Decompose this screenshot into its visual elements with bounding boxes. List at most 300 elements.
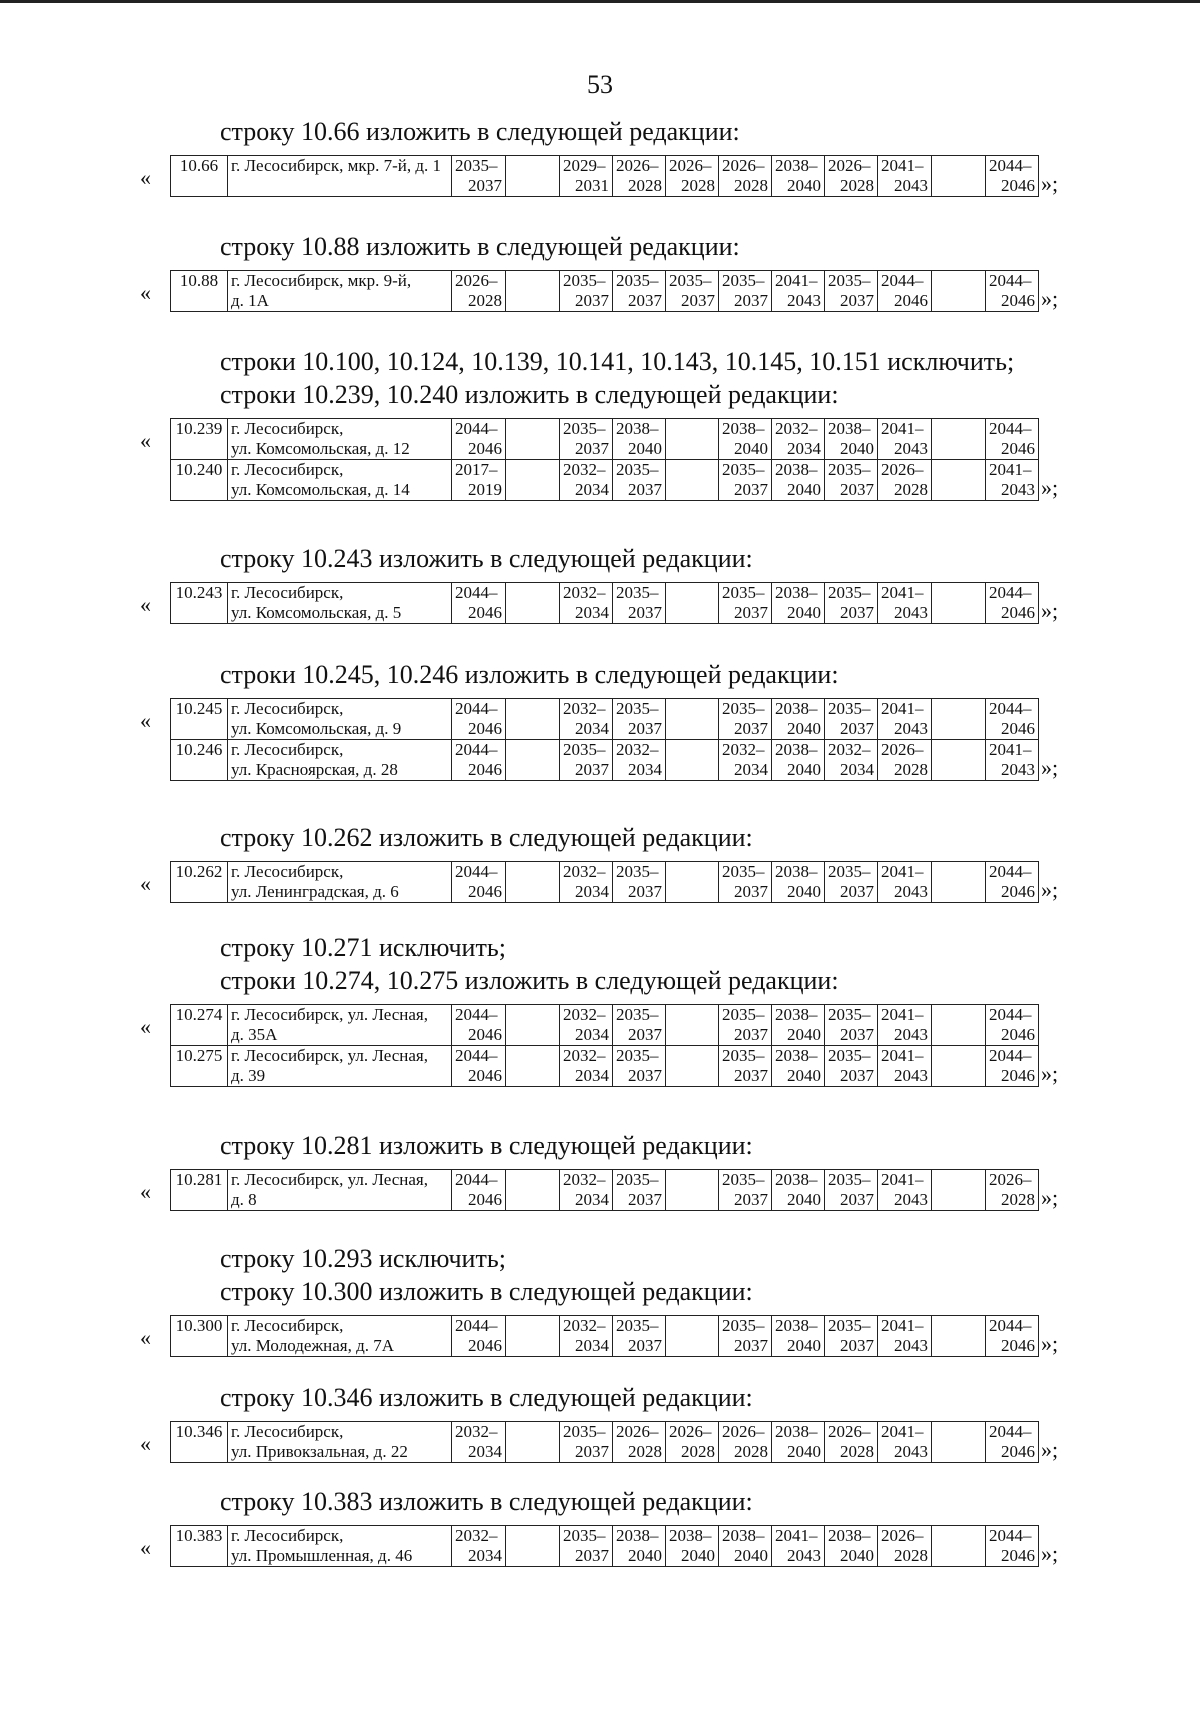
address-line: д. 35А — [231, 1025, 278, 1044]
year-range-cell — [719, 1422, 772, 1463]
year-start: 2032– — [563, 460, 606, 479]
address-cell — [228, 740, 452, 781]
data-table — [170, 582, 1039, 624]
year-start — [509, 460, 556, 480]
instruction-line: строку 10.293 исключить; — [220, 1244, 506, 1273]
table-row — [171, 740, 1039, 781]
year-end: 2037 — [734, 719, 768, 738]
year-end: 2040 — [787, 882, 821, 901]
year-range-cell — [932, 862, 986, 903]
open-quote: « — [140, 1325, 151, 1350]
year-range-cell — [932, 1422, 986, 1463]
row-number: 10.262 — [171, 862, 228, 903]
amendment-section — [0, 230, 1200, 311]
year-start: 2044– — [881, 271, 924, 290]
year-end — [935, 1546, 982, 1566]
year-range-cell — [932, 460, 986, 501]
year-range-cell — [506, 862, 560, 903]
year-end: 2037 — [575, 760, 609, 779]
year-range-cell — [825, 1316, 878, 1357]
year-range-cell — [825, 271, 878, 312]
open-quote: « — [140, 1179, 151, 1204]
year-range-cell — [986, 1316, 1039, 1357]
year-end: 2046 — [1001, 1066, 1035, 1085]
year-range-cell — [878, 699, 932, 740]
table-row — [171, 271, 1039, 312]
year-start: 2035– — [722, 699, 765, 718]
year-start: 2041– — [989, 460, 1032, 479]
year-end: 2040 — [787, 760, 821, 779]
year-range-cell — [613, 1316, 666, 1357]
instruction-line: строку 10.262 изложить в следующей редакции: — [220, 823, 753, 852]
year-range-cell — [613, 583, 666, 624]
table-wrapper — [170, 1525, 1058, 1567]
year-end — [509, 480, 556, 500]
year-end: 2034 — [468, 1442, 502, 1461]
open-quote: « — [140, 280, 151, 305]
year-range-cell — [613, 1170, 666, 1211]
year-end — [935, 1066, 982, 1086]
year-start: 2032– — [563, 583, 606, 602]
year-range-cell — [560, 1422, 613, 1463]
year-end — [509, 1025, 556, 1045]
year-range-cell — [506, 156, 560, 197]
year-start: 2026– — [722, 156, 765, 175]
year-end: 2046 — [1001, 439, 1035, 458]
close-quote: »; — [1041, 598, 1059, 623]
year-range-cell — [878, 1316, 932, 1357]
data-table — [170, 1315, 1039, 1357]
year-end: 2028 — [894, 1546, 928, 1565]
close-quote: »; — [1041, 286, 1059, 311]
year-end — [509, 760, 556, 780]
year-end — [509, 291, 556, 311]
address-line: г. Лесосибирск, — [231, 699, 344, 718]
year-end: 2040 — [787, 1190, 821, 1209]
year-end: 2043 — [1001, 480, 1035, 499]
year-end: 2034 — [575, 1025, 609, 1044]
data-table — [170, 1004, 1039, 1087]
year-range-cell — [878, 1526, 932, 1567]
year-range-cell — [932, 156, 986, 197]
year-range-cell — [986, 583, 1039, 624]
amendment-section — [0, 931, 1200, 1086]
address-cell — [228, 1005, 452, 1046]
row-number: 10.346 — [171, 1422, 228, 1463]
year-range-cell — [719, 419, 772, 460]
year-end: 2046 — [468, 719, 502, 738]
year-end: 2043 — [894, 1442, 928, 1461]
year-start: 2041– — [775, 1526, 818, 1545]
year-end: 2034 — [628, 760, 662, 779]
year-start: 2038– — [775, 1046, 818, 1065]
year-range-cell — [772, 1005, 825, 1046]
year-start: 2032– — [455, 1422, 498, 1441]
instruction-line: строку 10.346 изложить в следующей редакции: — [220, 1383, 753, 1412]
row-number: 10.383 — [171, 1526, 228, 1567]
close-quote: »; — [1041, 171, 1059, 196]
address-cell — [228, 1526, 452, 1567]
table-row — [171, 1046, 1039, 1087]
year-range-cell — [932, 419, 986, 460]
year-start: 2026– — [828, 1422, 871, 1441]
year-range-cell — [666, 740, 719, 781]
address-cell — [228, 1170, 452, 1211]
year-end: 2046 — [1001, 1546, 1035, 1565]
year-range-cell — [772, 740, 825, 781]
year-start: 2044– — [455, 419, 498, 438]
year-start — [509, 1526, 556, 1546]
year-end — [669, 439, 715, 459]
year-start: 2038– — [775, 1170, 818, 1189]
year-start: 2026– — [828, 156, 871, 175]
year-start: 2026– — [722, 1422, 765, 1441]
year-range-cell — [613, 699, 666, 740]
year-range-cell — [878, 1046, 932, 1087]
table-wrapper — [170, 1315, 1058, 1357]
year-end: 2034 — [468, 1546, 502, 1565]
year-end: 2019 — [468, 480, 502, 499]
year-end: 2043 — [894, 1190, 928, 1209]
year-start: 2035– — [828, 271, 871, 290]
year-start: 2038– — [616, 1526, 659, 1545]
year-start: 2035– — [722, 271, 765, 290]
year-range-cell — [932, 1046, 986, 1087]
year-range-cell — [825, 740, 878, 781]
year-range-cell — [666, 271, 719, 312]
year-end — [935, 1442, 982, 1462]
year-end: 2028 — [840, 1442, 874, 1461]
year-end: 2040 — [734, 439, 768, 458]
year-start: 2038– — [828, 1526, 871, 1545]
year-range-cell — [613, 1046, 666, 1087]
instruction-line: строки 10.245, 10.246 изложить в следующей редакции: — [220, 660, 839, 689]
year-range-cell — [772, 1422, 825, 1463]
year-range-cell — [506, 1046, 560, 1087]
year-range-cell — [506, 1526, 560, 1567]
year-range-cell — [986, 1526, 1039, 1567]
address-cell — [228, 1422, 452, 1463]
year-start: 2032– — [563, 1046, 606, 1065]
year-start: 2035– — [722, 1170, 765, 1189]
address-line: ул. Ленинградская, д. 6 — [231, 882, 399, 901]
year-range-cell — [560, 419, 613, 460]
year-start: 2038– — [722, 419, 765, 438]
year-start — [669, 1170, 715, 1190]
instruction-line: строки 10.100, 10.124, 10.139, 10.141, 10.143, 10.145, 10.151 исключить; — [220, 347, 1015, 376]
year-range-cell — [825, 419, 878, 460]
year-range-cell — [825, 1005, 878, 1046]
table-wrapper — [170, 270, 1058, 312]
year-range-cell — [452, 699, 506, 740]
close-quote: »; — [1041, 877, 1059, 902]
year-range-cell — [986, 419, 1039, 460]
year-start: 2041– — [881, 1316, 924, 1335]
year-start: 2038– — [775, 1422, 818, 1441]
year-range-cell — [560, 1005, 613, 1046]
year-start: 2026– — [616, 1422, 659, 1441]
year-range-cell — [560, 740, 613, 781]
data-table — [170, 270, 1039, 312]
year-end: 2037 — [628, 480, 662, 499]
year-start — [935, 156, 982, 176]
table-wrapper — [170, 1421, 1058, 1463]
close-quote: »; — [1041, 1331, 1059, 1356]
year-start: 2038– — [775, 699, 818, 718]
year-end: 2037 — [734, 882, 768, 901]
page-number: 53 — [587, 70, 613, 99]
year-range-cell — [878, 862, 932, 903]
year-start: 2035– — [563, 419, 606, 438]
year-start: 2044– — [989, 271, 1032, 290]
table-row — [171, 699, 1039, 740]
year-range-cell — [666, 1046, 719, 1087]
year-end: 2037 — [840, 882, 874, 901]
year-start — [509, 862, 556, 882]
year-end: 2040 — [628, 1546, 662, 1565]
year-range-cell — [452, 1005, 506, 1046]
address-line: г. Лесосибирск, ул. Лесная, — [231, 1170, 428, 1189]
year-start: 2038– — [722, 1526, 765, 1545]
year-end: 2028 — [894, 760, 928, 779]
year-range-cell — [560, 271, 613, 312]
year-start — [935, 583, 982, 603]
year-range-cell — [825, 1526, 878, 1567]
year-end: 2037 — [840, 1025, 874, 1044]
year-range-cell — [560, 583, 613, 624]
year-range-cell — [719, 271, 772, 312]
year-end: 2037 — [734, 1066, 768, 1085]
year-range-cell — [719, 583, 772, 624]
year-range-cell — [986, 156, 1039, 197]
year-end: 2040 — [787, 480, 821, 499]
year-end: 2028 — [840, 176, 874, 195]
table-wrapper — [170, 1004, 1058, 1087]
year-start: 2035– — [563, 271, 606, 290]
close-quote: »; — [1041, 755, 1059, 780]
year-end — [669, 1066, 715, 1086]
year-range-cell — [986, 460, 1039, 501]
address-line: г. Лесосибирск, — [231, 583, 344, 602]
year-start: 2041– — [881, 156, 924, 175]
year-end: 2046 — [468, 1336, 502, 1355]
year-end — [509, 439, 556, 459]
year-start: 2026– — [881, 740, 924, 759]
table-row — [171, 1005, 1039, 1046]
year-start: 2029– — [563, 156, 606, 175]
year-end: 2037 — [628, 882, 662, 901]
year-end — [935, 1336, 982, 1356]
year-start: 2035– — [722, 1005, 765, 1024]
year-range-cell — [666, 699, 719, 740]
table-row — [171, 1526, 1039, 1567]
amendment-section — [0, 1381, 1200, 1462]
instruction-line: строку 10.66 изложить в следующей редакции: — [220, 117, 740, 146]
open-quote: « — [140, 708, 151, 733]
year-end — [509, 1066, 556, 1086]
year-start: 2044– — [989, 1316, 1032, 1335]
year-start: 2026– — [881, 1526, 924, 1545]
year-end: 2040 — [840, 439, 874, 458]
year-end: 2034 — [787, 439, 821, 458]
year-end: 2037 — [840, 291, 874, 310]
year-range-cell — [666, 583, 719, 624]
year-end: 2037 — [575, 1546, 609, 1565]
table-row — [171, 419, 1039, 460]
address-cell — [228, 583, 452, 624]
year-start — [935, 460, 982, 480]
year-start: 2035– — [563, 1422, 606, 1441]
year-start: 2044– — [989, 419, 1032, 438]
year-end: 2040 — [681, 1546, 715, 1565]
year-end: 2037 — [575, 291, 609, 310]
year-start: 2038– — [616, 419, 659, 438]
year-range-cell — [986, 271, 1039, 312]
year-start: 2035– — [828, 1170, 871, 1189]
year-start — [509, 1046, 556, 1066]
year-start — [935, 1422, 982, 1442]
year-start: 2041– — [775, 271, 818, 290]
row-number: 10.239 — [171, 419, 228, 460]
address-line: д. 8 — [231, 1190, 257, 1209]
year-range-cell — [666, 1422, 719, 1463]
address-cell — [228, 460, 452, 501]
year-range-cell — [932, 271, 986, 312]
year-end: 2028 — [628, 1442, 662, 1461]
year-start: 2035– — [722, 583, 765, 602]
year-start: 2044– — [989, 1526, 1032, 1545]
year-range-cell — [506, 1316, 560, 1357]
table-row — [171, 862, 1039, 903]
year-start: 2044– — [455, 862, 498, 881]
year-end: 2028 — [734, 1442, 768, 1461]
instruction-line: строку 10.243 изложить в следующей редакции: — [220, 544, 753, 573]
year-end — [669, 1190, 715, 1210]
year-range-cell — [666, 1005, 719, 1046]
row-number: 10.300 — [171, 1316, 228, 1357]
year-start: 2035– — [722, 862, 765, 881]
instruction-line: строку 10.300 изложить в следующей редакции: — [220, 1277, 753, 1306]
year-start — [669, 740, 715, 760]
year-range-cell — [719, 1316, 772, 1357]
year-start: 2038– — [669, 1526, 712, 1545]
year-end: 2046 — [1001, 1025, 1035, 1044]
year-start: 2035– — [616, 1170, 659, 1189]
year-end: 2034 — [575, 603, 609, 622]
year-start: 2035– — [563, 740, 606, 759]
year-range-cell — [932, 1170, 986, 1211]
year-start: 2035– — [455, 156, 498, 175]
year-range-cell — [772, 1526, 825, 1567]
year-end: 2040 — [787, 603, 821, 622]
year-range-cell — [878, 583, 932, 624]
top-border-line — [0, 0, 1200, 3]
year-range-cell — [986, 699, 1039, 740]
year-range-cell — [986, 1422, 1039, 1463]
instruction-line: строки 10.274, 10.275 изложить в следующей редакции: — [220, 966, 839, 995]
address-cell — [228, 862, 452, 903]
year-end: 2037 — [840, 719, 874, 738]
year-range-cell — [878, 740, 932, 781]
year-end: 2037 — [628, 1190, 662, 1209]
year-range-cell — [878, 156, 932, 197]
year-range-cell — [825, 1046, 878, 1087]
year-start: 2044– — [989, 1422, 1032, 1441]
year-range-cell — [560, 699, 613, 740]
address-line: г. Лесосибирск, ул. Лесная, — [231, 1005, 428, 1024]
year-end: 2037 — [575, 1442, 609, 1461]
year-start: 2044– — [455, 1170, 498, 1189]
year-start — [669, 1316, 715, 1336]
year-range-cell — [878, 1422, 932, 1463]
year-range-cell — [878, 460, 932, 501]
year-end: 2034 — [840, 760, 874, 779]
year-start: 2035– — [616, 271, 659, 290]
year-start — [509, 156, 556, 176]
year-start: 2041– — [881, 1422, 924, 1441]
year-range-cell — [560, 1046, 613, 1087]
year-start: 2032– — [616, 740, 659, 759]
year-end: 2028 — [468, 291, 502, 310]
year-end — [935, 719, 982, 739]
year-range-cell — [772, 156, 825, 197]
year-range-cell — [613, 862, 666, 903]
row-number: 10.243 — [171, 583, 228, 624]
year-range-cell — [719, 1170, 772, 1211]
data-table — [170, 418, 1039, 501]
year-end — [935, 882, 982, 902]
year-end: 2028 — [1001, 1190, 1035, 1209]
year-start: 2035– — [616, 1005, 659, 1024]
year-end: 2040 — [787, 1442, 821, 1461]
year-end: 2034 — [734, 760, 768, 779]
row-number: 10.246 — [171, 740, 228, 781]
year-end: 2037 — [468, 176, 502, 195]
year-range-cell — [613, 1005, 666, 1046]
open-quote: « — [140, 1535, 151, 1560]
year-start — [509, 583, 556, 603]
row-number: 10.66 — [171, 156, 228, 197]
year-end: 2046 — [468, 439, 502, 458]
year-start — [509, 1170, 556, 1190]
year-start: 2035– — [828, 1316, 871, 1335]
year-range-cell — [560, 1170, 613, 1211]
year-range-cell — [560, 1526, 613, 1567]
address-line: г. Лесосибирск, — [231, 1526, 344, 1545]
year-start: 2026– — [669, 1422, 712, 1441]
year-end — [509, 1442, 556, 1462]
year-end: 2046 — [468, 882, 502, 901]
data-table — [170, 1525, 1039, 1567]
table-wrapper — [170, 698, 1058, 781]
year-start: 2032– — [563, 699, 606, 718]
instruction-line: строки 10.239, 10.240 изложить в следующей редакции: — [220, 380, 839, 409]
year-range-cell — [613, 271, 666, 312]
year-start: 2044– — [455, 1046, 498, 1065]
year-start — [669, 460, 715, 480]
year-range-cell — [506, 699, 560, 740]
year-range-cell — [452, 419, 506, 460]
year-end: 2043 — [894, 1066, 928, 1085]
year-range-cell — [452, 1170, 506, 1211]
year-start: 2032– — [563, 1316, 606, 1335]
address-line: г. Лесосибирск, — [231, 862, 344, 881]
year-range-cell — [560, 1316, 613, 1357]
year-end — [669, 1025, 715, 1045]
address-line: ул. Комсомольская, д. 12 — [231, 439, 410, 458]
address-line: ул. Комсомольская, д. 14 — [231, 480, 410, 499]
year-range-cell — [560, 862, 613, 903]
